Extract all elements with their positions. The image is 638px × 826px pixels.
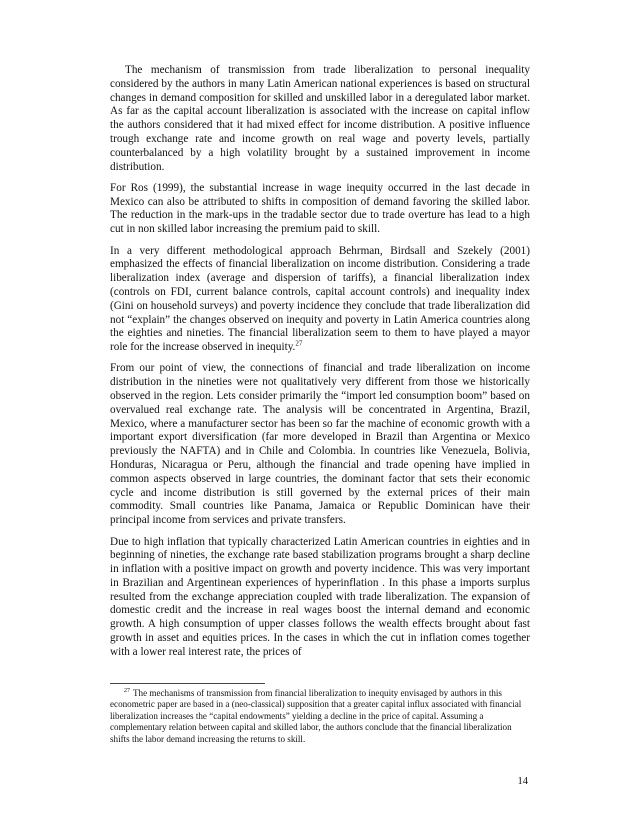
paragraph-3-text: In a very different methodological approach Behrman, Birdsall and Szekely (2001) emphasized the effects of financial liberalization on income distribution. Considering a trade liberalization index (average and dispersion of tariffs), a financial liberalization index (controls on FDI, current balance controls, capital account controls) and inequality index (Gini on household surveys) and poverty incidence they conclude that trade liberalization did not “explain” the changes observed on inequity and poverty in Latin America countries along the eighties and nineties. The financial liberalization seem to them to have played a mayor role for the increase observed in inequity. [110,244,530,354]
paragraph-1: The mechanism of transmission from trade liberalization to personal inequality considered by the authors in many Latin American national experiences is based on structural changes in demand composition for skilled and unskilled labor in a deregulated labor market. As far as the capital account liberalization is associated with the increase on capital inflow the authors considered that it had mixed effect for income distribution. A positive influence trough exchange rate and income growth on real wage and poverty levels, partially counterbalanced by a high volatility brought by a sustained improvement in income distribution. [110,64,530,173]
footnote-text: The mechanisms of transmission from financial liberalization to inequity envisaged by authors in this econometric paper are based in a (neo-classical) supposition that a greater capital influx associated with financial liberalization increases the “capital endowments” yielding a decline in the price of capital. Assuming a complementary relation between capital and skilled labor, the authors conclude that the financial liberalization shifts the labor demand increasing the returns to skill. [110,688,522,744]
footnote-divider [110,683,265,684]
paragraph-3 [110,245,530,355]
page-body [110,64,530,667]
footnote [110,688,530,745]
paragraph-5: Due to high inflation that typically characterized Latin American countries in eighties and in beginning of nineties, the exchange rate based stabilization programs brought a sharp decline in inflation with a positive impact on growth and poverty incidence. This was very important in Brazilian and Argentinean experiences of hyperinflation . In this phase a imports surplus resulted from the exchange appreciation coupled with trade liberalization. The expansion of domestic credit and the increase in real wages boost the internal demand and economic growth. A high consumption of upper classes follows the wealth effects brought about fast growth in asset and equities prices. In the cases in which the cut in inflation comes together with a lower real interest rate, the prices of [110,535,530,658]
footnote-number: 27 [124,687,130,694]
page-number: 14 [517,776,528,787]
paragraph-2: For Ros (1999), the substantial increase in wage inequity occurred in the last decade in Mexico can also be attributed to shifts in composition of demand favoring the skilled labor. The reduction in the mark-ups in the tradable sector due to trade overture has lead to a high cut in non skilled labor increasing the premium paid to skill. [110,181,530,236]
footnote-reference[interactable]: 27 [295,339,303,348]
paragraph-4: From our point of view, the connections of financial and trade liberalization on income distribution in the nineties were not qualitatively very different from those we historically observed in the region. Lets consider primarily the “import led consumption boom” based on overvalued real exchange rate. The analysis will be concentrated in Argentina, Brazil, Mexico, where a manufacturer sector has been so far the machine of economic growth with a important export diversification (far more developed in Brazil than Argentina or Mexico previously the NAFTA) and in Chile and Colombia. In countries like Venezuela, Bolivia, Honduras, Nicaragua or Peru, although the financial and trade opening have implied in common aspects observed in large countries, the dominant factor that sets their economic cycle and income distribution is still governed by the external prices of their main commodity. Small countries like Panama, Jamaica or Republic Dominican have their principal income from services and private transfers. [110,362,530,527]
